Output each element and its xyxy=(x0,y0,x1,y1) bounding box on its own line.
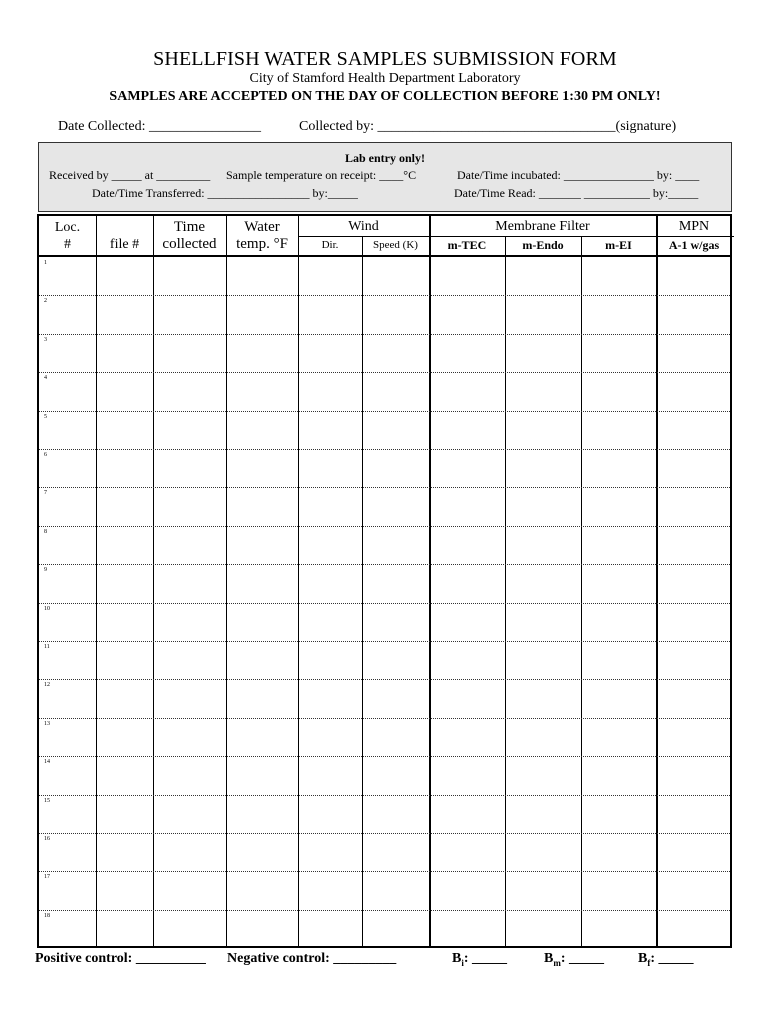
table-row xyxy=(39,679,730,680)
negative-control-field[interactable]: Negative control: _________ xyxy=(227,951,397,966)
table-row xyxy=(39,641,730,642)
wind-speed-header: Speed (K) xyxy=(373,239,418,251)
samples-table xyxy=(37,214,732,948)
row-number: 7 xyxy=(44,490,47,497)
mendo-header: m-Endo xyxy=(522,238,564,252)
row-number: 10 xyxy=(44,605,50,612)
table-row xyxy=(39,449,730,450)
table-row xyxy=(39,603,730,604)
table-row xyxy=(39,295,730,296)
table-row xyxy=(39,756,730,757)
table-row xyxy=(39,411,730,412)
date-incubated-field[interactable]: Date/Time incubated: _______________ by: ____ xyxy=(457,168,700,182)
date-collected-field[interactable]: Date Collected: ________________ xyxy=(58,119,261,134)
time-collected-header: Time collected xyxy=(162,219,217,252)
table-row xyxy=(39,372,730,373)
acceptance-notice: SAMPLES ARE ACCEPTED ON THE DAY OF COLLECTION BEFORE 1:30 PM ONLY! xyxy=(109,89,661,104)
file-header: file # xyxy=(109,237,140,252)
row-number: 12 xyxy=(44,682,50,689)
row-number: 14 xyxy=(44,759,50,766)
wind-header: Wind xyxy=(348,219,379,234)
row-number: 17 xyxy=(44,874,50,881)
table-row xyxy=(39,833,730,834)
bf-field[interactable]: $B_f$: _____ xyxy=(638,951,694,968)
row-number: 11 xyxy=(44,644,50,650)
row-number: 18 xyxy=(44,912,50,919)
a1-gas-header: A-1 w/gas xyxy=(668,238,720,252)
bi-field[interactable]: $B_i$: _____ xyxy=(452,951,508,968)
water-temp-header: Water temp. °F xyxy=(236,219,288,252)
collected-by-field[interactable]: Collected by: __________________________________(signature) xyxy=(299,119,677,134)
table-row xyxy=(39,795,730,796)
table-row xyxy=(39,487,730,488)
row-number: 15 xyxy=(44,797,50,804)
row-number: 5 xyxy=(44,413,47,420)
row-number: 2 xyxy=(44,298,47,305)
table-row xyxy=(39,334,730,335)
date-read-field[interactable]: Date/Time Read: _______ ___________ by:_____ xyxy=(454,186,699,200)
table-row xyxy=(39,871,730,872)
form-title: SHELLFISH WATER SAMPLES SUBMISSION FORM xyxy=(153,48,617,70)
membrane-filter-header: Membrane Filter xyxy=(495,219,590,234)
lab-entry-box xyxy=(38,142,732,212)
received-by-field[interactable]: Received by _____ at _________ xyxy=(49,168,211,182)
form-subtitle: City of Stamford Health Department Laboratory xyxy=(249,71,521,86)
mpn-header: MPN xyxy=(678,219,710,234)
row-number: 13 xyxy=(44,720,50,727)
bm-field[interactable]: $B_m$: _____ xyxy=(544,951,605,968)
row-number: 16 xyxy=(44,836,50,842)
positive-control-field[interactable]: Positive control: __________ xyxy=(35,951,206,966)
table-row xyxy=(39,526,730,527)
wind-dir-header: Dir. xyxy=(321,239,339,251)
table-row xyxy=(39,564,730,565)
row-number: 1 xyxy=(44,260,47,266)
row-number: 4 xyxy=(44,375,47,382)
sample-temperature-field[interactable]: Sample temperature on receipt: ____°C xyxy=(226,168,417,182)
table-row xyxy=(39,910,730,911)
lab-entry-title: Lab entry only! xyxy=(344,151,425,165)
loc-header: Loc. # xyxy=(54,220,81,252)
table-row xyxy=(39,718,730,719)
mtec-header: m-TEC xyxy=(447,238,487,252)
mei-header: m-EI xyxy=(605,238,632,252)
date-transferred-field[interactable]: Date/Time Transferred: _________________ by:_____ xyxy=(92,186,358,200)
row-number: 9 xyxy=(44,567,47,574)
row-number: 6 xyxy=(44,452,47,458)
row-number: 3 xyxy=(44,336,47,343)
row-number: 8 xyxy=(44,528,47,535)
